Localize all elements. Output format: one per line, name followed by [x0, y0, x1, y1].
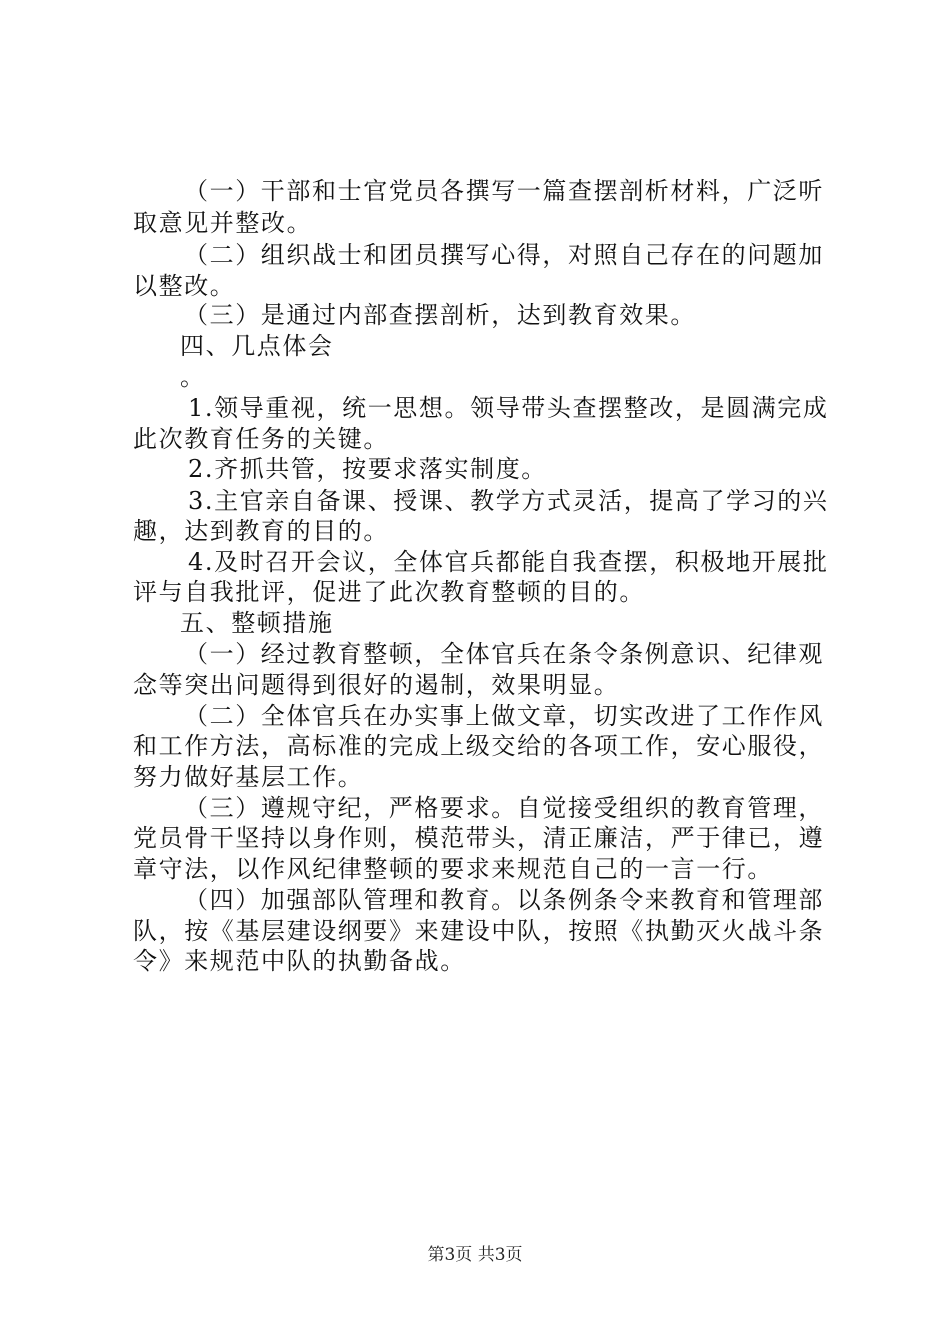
- paragraph-line: 此次教育任务的关键。: [133, 425, 389, 453]
- paragraph-line: （三）遵规守纪，严格要求。自觉接受组织的教育管理，: [184, 794, 824, 822]
- paragraph-line: 趣，达到教育的目的。: [133, 517, 389, 545]
- paragraph-line: 令》来规范中队的执勤备战。: [133, 947, 466, 975]
- paragraph-line: （一）经过教育整顿，全体官兵在条令条例意识、纪律观: [184, 640, 824, 668]
- paragraph-line: 努力做好基层工作。: [133, 763, 364, 791]
- paragraph-line: 4.及时召开会议，全体官兵都能自我查摆，积极地开展批: [188, 548, 829, 576]
- paragraph-line: 2.齐抓共管，按要求落实制度。: [188, 455, 547, 483]
- paragraph-line: （四）加强部队管理和教育。以条例条令来教育和管理部: [184, 886, 824, 914]
- paragraph-line: 章守法，以作风纪律整顿的要求来规范自己的一言一行。: [133, 855, 773, 883]
- paragraph-line: 和工作方法，高标准的完成上级交给的各项工作，安心服役，: [133, 732, 825, 760]
- paragraph-line: 3.主官亲自备课、授课、教学方式灵活，提高了学习的兴: [188, 487, 829, 515]
- paragraph-line: （一）干部和士官党员各撰写一篇查摆剖析材料，广泛听: [184, 177, 824, 205]
- paragraph-line: （二）全体官兵在办实事上做文章，切实改进了工作作风: [184, 702, 824, 730]
- paragraph-line: 取意见并整改。: [133, 209, 313, 237]
- section-heading: 四、几点体会: [180, 332, 334, 360]
- paragraph-line: 。: [180, 363, 206, 391]
- section-heading: 五、整顿措施: [180, 609, 334, 637]
- paragraph-line: 党员骨干坚持以身作则，模范带头，清正廉洁，严于律已，遵: [133, 824, 825, 852]
- paragraph-line: （三）是通过内部查摆剖析，达到教育效果。: [184, 301, 696, 329]
- page-number-footer: 第3页 共3页: [427, 1245, 523, 1265]
- paragraph-line: 以整改。: [133, 272, 236, 300]
- paragraph-line: （二）组织战士和团员撰写心得，对照自己存在的问题加: [184, 241, 824, 269]
- paragraph-line: 念等突出问题得到很好的遏制，效果明显。: [133, 671, 620, 699]
- paragraph-line: 1.领导重视，统一思想。领导带头查摆整改，是圆满完成: [188, 394, 829, 422]
- paragraph-line: 评与自我批评，促进了此次教育整顿的目的。: [133, 578, 645, 606]
- paragraph-line: 队，按《基层建设纲要》来建设中队，按照《执勤灭火战斗条: [133, 917, 825, 945]
